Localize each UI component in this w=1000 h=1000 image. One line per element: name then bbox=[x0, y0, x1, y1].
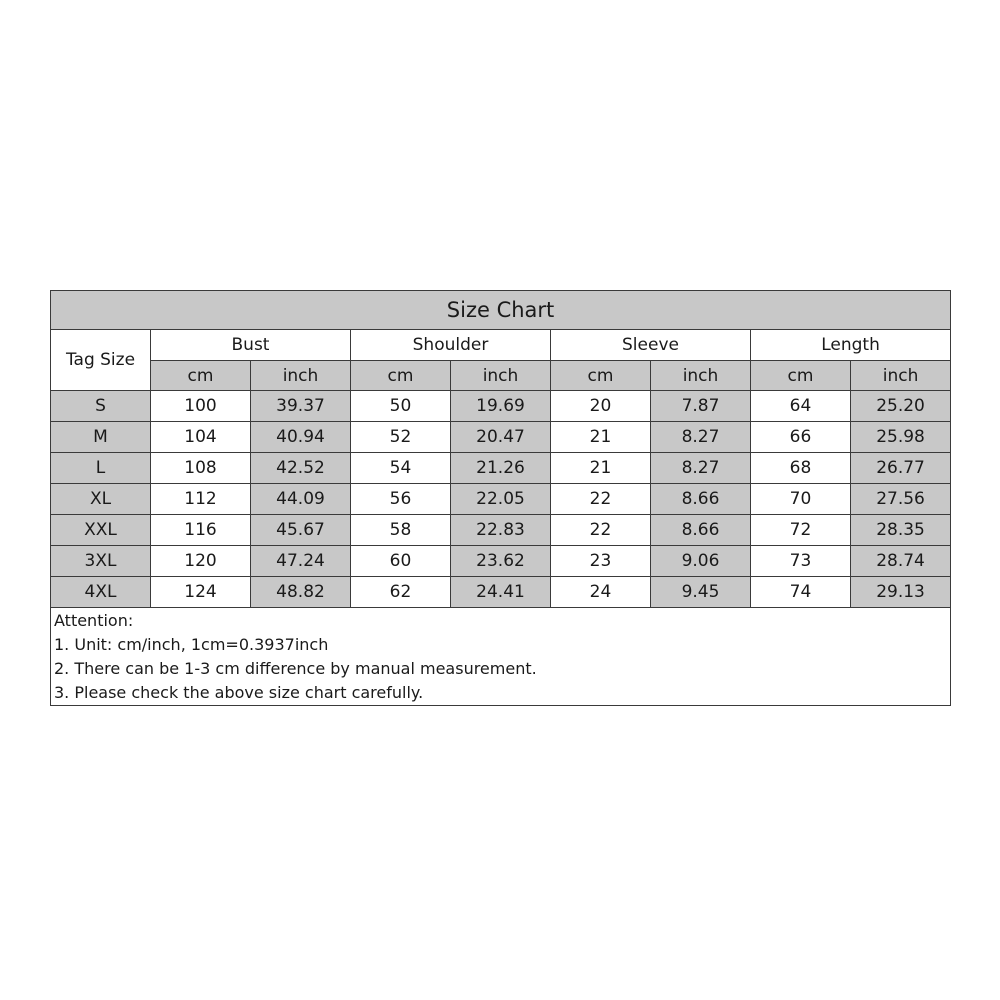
measurement-cell: 64 bbox=[751, 391, 851, 422]
measurement-cell: 21 bbox=[551, 422, 651, 453]
unit-header-cell: inch bbox=[251, 361, 351, 391]
measurement-cell: 39.37 bbox=[251, 391, 351, 422]
measurement-cell: 25.20 bbox=[851, 391, 951, 422]
measurement-cell: 108 bbox=[151, 453, 251, 484]
measurement-cell: 42.52 bbox=[251, 453, 351, 484]
unit-header-cell: cm bbox=[351, 361, 451, 391]
unit-header-cell: cm bbox=[551, 361, 651, 391]
measurement-cell: 25.98 bbox=[851, 422, 951, 453]
table-row bbox=[51, 484, 951, 515]
measurement-cell: 68 bbox=[751, 453, 851, 484]
measurement-cell: 20 bbox=[551, 391, 651, 422]
measurement-cell: 70 bbox=[751, 484, 851, 515]
measurement-cell: 9.45 bbox=[651, 577, 751, 608]
group-header-bust: Bust bbox=[151, 330, 351, 361]
measurement-cell: 8.66 bbox=[651, 484, 751, 515]
measurement-cell: 52 bbox=[351, 422, 451, 453]
size-label-cell: M bbox=[51, 422, 151, 453]
measurement-cell: 74 bbox=[751, 577, 851, 608]
unit-header-cell: inch bbox=[651, 361, 751, 391]
measurement-cell: 28.35 bbox=[851, 515, 951, 546]
measurement-cell: 100 bbox=[151, 391, 251, 422]
measurement-cell: 26.77 bbox=[851, 453, 951, 484]
size-label-cell: 4XL bbox=[51, 577, 151, 608]
measurement-cell: 8.27 bbox=[651, 453, 751, 484]
note-line: 1. Unit: cm/inch, 1cm=0.3937inch bbox=[54, 635, 329, 654]
measurement-cell: 20.47 bbox=[451, 422, 551, 453]
measurement-cell: 29.13 bbox=[851, 577, 951, 608]
group-header-sleeve: Sleeve bbox=[551, 330, 751, 361]
chart-title: Size Chart bbox=[51, 291, 951, 330]
measurement-cell: 47.24 bbox=[251, 546, 351, 577]
table-row bbox=[51, 391, 951, 422]
note-line: 3. Please check the above size chart carefully. bbox=[54, 683, 424, 702]
group-header-length: Length bbox=[751, 330, 951, 361]
notes-heading: Attention: bbox=[54, 611, 134, 630]
measurement-cell: 112 bbox=[151, 484, 251, 515]
measurement-cell: 23 bbox=[551, 546, 651, 577]
measurement-cell: 21.26 bbox=[451, 453, 551, 484]
group-header-shoulder: Shoulder bbox=[351, 330, 551, 361]
size-label-cell: 3XL bbox=[51, 546, 151, 577]
measurement-cell: 28.74 bbox=[851, 546, 951, 577]
measurement-cell: 58 bbox=[351, 515, 451, 546]
measurement-cell: 22 bbox=[551, 484, 651, 515]
size-label-cell: S bbox=[51, 391, 151, 422]
measurement-cell: 22.05 bbox=[451, 484, 551, 515]
measurement-cell: 72 bbox=[751, 515, 851, 546]
measurement-cell: 22 bbox=[551, 515, 651, 546]
measurement-cell: 24.41 bbox=[451, 577, 551, 608]
measurement-cell: 19.69 bbox=[451, 391, 551, 422]
measurement-cell: 21 bbox=[551, 453, 651, 484]
measurement-cell: 50 bbox=[351, 391, 451, 422]
unit-header-cell: inch bbox=[451, 361, 551, 391]
unit-header-cell: inch bbox=[851, 361, 951, 391]
measurement-cell: 62 bbox=[351, 577, 451, 608]
measurement-cell: 7.87 bbox=[651, 391, 751, 422]
measurement-cell: 8.66 bbox=[651, 515, 751, 546]
measurement-cell: 120 bbox=[151, 546, 251, 577]
unit-header-cell: cm bbox=[751, 361, 851, 391]
measurement-cell: 45.67 bbox=[251, 515, 351, 546]
table-row bbox=[51, 515, 951, 546]
measurement-cell: 24 bbox=[551, 577, 651, 608]
unit-header-cell: cm bbox=[151, 361, 251, 391]
measurement-cell: 54 bbox=[351, 453, 451, 484]
measurement-cell: 104 bbox=[151, 422, 251, 453]
tag-size-header: Tag Size bbox=[51, 330, 151, 391]
measurement-cell: 60 bbox=[351, 546, 451, 577]
size-label-cell: L bbox=[51, 453, 151, 484]
measurement-cell: 27.56 bbox=[851, 484, 951, 515]
size-label-cell: XXL bbox=[51, 515, 151, 546]
table-row bbox=[51, 546, 951, 577]
measurement-cell: 66 bbox=[751, 422, 851, 453]
note-line: 2. There can be 1-3 cm difference by manual measurement. bbox=[54, 659, 537, 678]
measurement-cell: 40.94 bbox=[251, 422, 351, 453]
measurement-cell: 116 bbox=[151, 515, 251, 546]
size-label-cell: XL bbox=[51, 484, 151, 515]
table-row bbox=[51, 422, 951, 453]
attention-notes bbox=[51, 608, 951, 706]
table-row bbox=[51, 453, 951, 484]
measurement-cell: 23.62 bbox=[451, 546, 551, 577]
measurement-cell: 48.82 bbox=[251, 577, 351, 608]
measurement-cell: 56 bbox=[351, 484, 451, 515]
measurement-cell: 124 bbox=[151, 577, 251, 608]
measurement-cell: 44.09 bbox=[251, 484, 351, 515]
measurement-cell: 73 bbox=[751, 546, 851, 577]
measurement-cell: 8.27 bbox=[651, 422, 751, 453]
table-row bbox=[51, 577, 951, 608]
measurement-cell: 22.83 bbox=[451, 515, 551, 546]
size-chart-table bbox=[50, 290, 951, 706]
measurement-cell: 9.06 bbox=[651, 546, 751, 577]
